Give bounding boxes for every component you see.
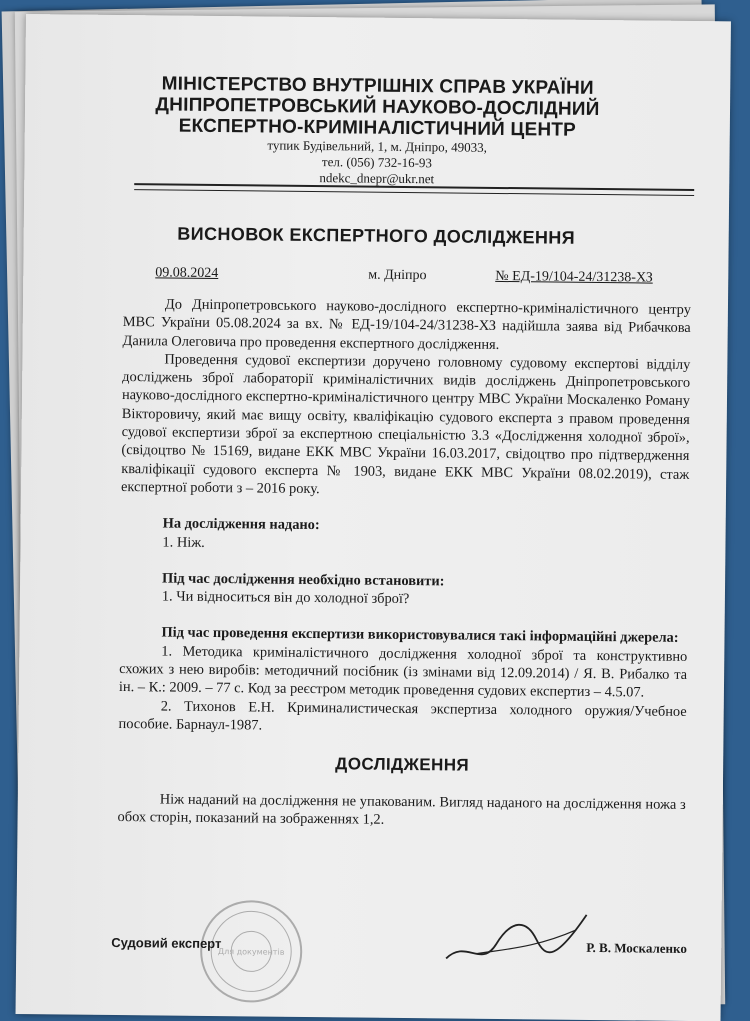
research-text: Ніж наданий на дослідження не упакованим. Вигляд наданого на дослідження ножа з обох сторін, показаний на зображеннях 1,2. xyxy=(117,790,686,828)
letterhead xyxy=(24,72,730,190)
document-sheet xyxy=(16,14,731,1021)
questions-item: 1. Чи відноситься він до холодної зброї? xyxy=(161,588,410,608)
letterhead-line-2: ДНІПРОПЕТРОВСЬКИЙ НАУКОВО-ДОСЛІДНИЙ xyxy=(155,94,600,121)
document-number: № ЕД-19/104-24/31238-ХЗ xyxy=(495,268,653,286)
sources-item-1: 1. Методика криміналістичного дослідження холодної зброї та конструктивно схожих з нею виробів: методичний посібник (із змінами від 12.09.2014) / Я. В. Рибалко та ін. – К.: 2009. – 77 с. Код за реєстром методик проведення судових експертиз – 4.5.07. xyxy=(118,643,688,701)
document-body xyxy=(118,295,692,832)
round-stamp xyxy=(196,896,307,1007)
research-title: ДОСЛІДЖЕННЯ xyxy=(335,754,470,775)
letterhead-line-3: ЕКСПЕРТНО-КРИМІНАЛІСТИЧНИЙ ЦЕНТР xyxy=(178,115,577,141)
letterhead-line-1: МІНІСТЕРСТВО ВНУТРІШНІХ СПРАВ УКРАЇНИ xyxy=(161,73,594,99)
intro-paragraph: До Дніпропетровського науково-дослідного експертно-криміналістичного центру МВС України 05.08.2024 за вх. № ЕД-19/104-24/31238-ХЗ надійшла заява від Рибачкова Данила Олеговича про проведення експертного дослідження. xyxy=(122,296,692,353)
stamp-label: Для документів xyxy=(217,947,285,957)
letterhead-address: тупик Будівельний, 1, м. Дніпро, 49033, xyxy=(267,137,487,155)
letterhead-phone: тел. (056) 732-16-93 xyxy=(321,154,433,171)
expert-paragraph: Проведення судової експертизи доручено головному судовому експертові відділу досліджень зброї лабораторії криміналістичних видів досліджень Дніпропетровського науково-дослідного експертно-криміналістичного центру МВС України Москаленко Роману Вікторовичу, який має вищу освіту, кваліфікацію судового експерта з правом проведення судової експертизи зброї за експертною спеціальністю 3.3 «Дослідження холодної зброї», (свідоцтво № 15169, видане ЕКК МВС України 16.03.2017, свідоцтво про підтвердження кваліфікації судового експерта № 1903, видане ЕКК МВС України 08.02.2019), стаж експертної роботи з – 2016 року. xyxy=(120,351,691,498)
expert-label: Судовий експерт xyxy=(111,934,222,952)
provided-item: 1. Ніж. xyxy=(162,534,205,551)
questions-heading: Під час дослідження необхідно встановити: xyxy=(162,570,445,590)
document-date: 09.08.2024 xyxy=(155,265,219,282)
provided-heading: На дослідження надано: xyxy=(162,515,320,534)
signature xyxy=(436,898,597,980)
letterhead-email: ndekc_dnepr@ukr.net xyxy=(319,170,435,187)
expert-name: Р. В. Москаленко xyxy=(586,939,687,956)
sources-item-2: 2. Тихонов Е.Н. Криминалистическая экспертиза холодного оружия/Учебное пособие. Барнаул-1987. xyxy=(118,698,687,734)
document-title: ВИСНОВОК ЕКСПЕРТНОГО ДОСЛІДЖЕННЯ xyxy=(177,223,576,248)
sources-heading: Під час проведення експертизи використовувалися такі інформаційні джерела: xyxy=(161,624,679,647)
document-city: м. Дніпро xyxy=(368,267,427,284)
